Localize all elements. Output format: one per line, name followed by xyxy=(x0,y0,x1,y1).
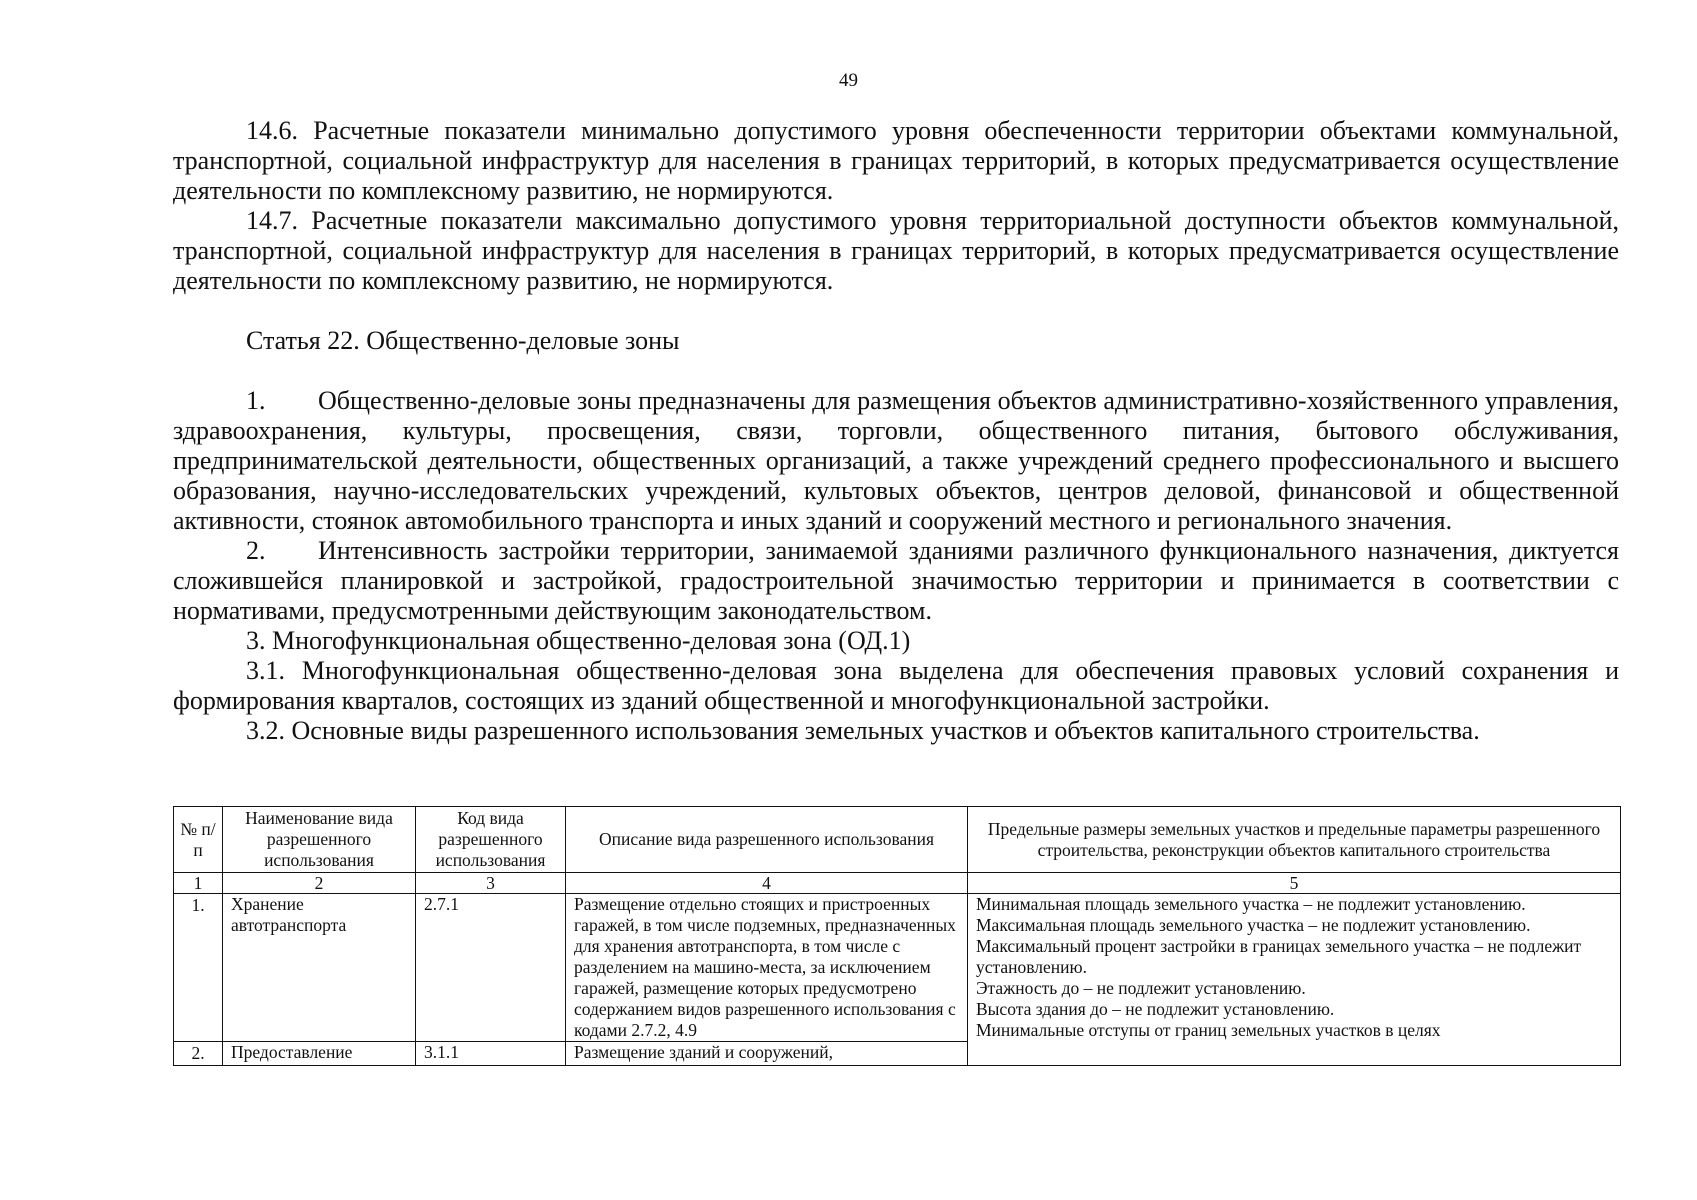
article-heading: Статья 22. Общественно-деловые зоны xyxy=(246,326,680,355)
column-number: 4 xyxy=(566,873,968,894)
paragraph-14-7: 14.7. Расчетные показатели максимально допустимого уровня территориальной доступности объектов коммунальной, транспортной, социальной инфраструктур для населения в границах территорий, в которых предусматривается осуществление деятельности по комплексному развитию, не нормируются. xyxy=(173,206,1619,295)
document-body xyxy=(173,116,1619,746)
column-number: 1 xyxy=(174,873,223,894)
paragraph-number: 2. xyxy=(246,536,266,565)
paragraph-2 xyxy=(173,536,1619,626)
header-parameters: Предельные размеры земельных участков и предельные параметры разрешенного строительства, реконструкции объектов капитального строительства xyxy=(968,807,1621,873)
row-number: 2. xyxy=(174,1042,223,1066)
paragraph-3: 3. Многофункциональная общественно-деловая зона (ОД.1) xyxy=(246,626,911,655)
use-code: 2.7.1 xyxy=(416,894,566,1042)
use-parameters xyxy=(968,894,1621,1066)
header-use-code: Код вида разрешенного использования xyxy=(416,807,566,873)
paragraph-3-2: 3.2. Основные виды разрешенного использования земельных участков и объектов капитального строительства. xyxy=(246,716,1480,745)
column-number: 3 xyxy=(416,873,566,894)
column-number: 5 xyxy=(968,873,1621,894)
paragraph-text: Общественно-деловые зоны предназначены для размещения объектов административно-хозяйственного управления, здравоохранения, культуры, просвещения, связи, торговли, общественного питания, бытового обслуживания, предпринимательской деятельности, общественных организаций, а также учреждений среднего профессионального и высшего образования, научно-исследовательских учреждений, культовых объектов, центров деловой, финансовой и общественной активности, стоянок автомобильного транспорта и иных зданий и сооружений местного и регионального значения. xyxy=(173,386,1619,535)
column-number-row xyxy=(174,873,1621,894)
paragraph-text: Интенсивность застройки территории, занимаемой зданиями различного функционального назначения, диктуется сложившейся планировкой и застройкой, градостроительной значимостью территории и принимается в соответствии с нормативами, предусмотренными действующим законодательством. xyxy=(173,536,1619,625)
use-name: Хранение автотранспорта xyxy=(223,894,416,1042)
page-number: 49 xyxy=(839,70,858,91)
header-use-name: Наименование вида разрешенного использования xyxy=(223,807,416,873)
use-description: Размещение зданий и сооружений, xyxy=(566,1042,968,1066)
row-number: 1. xyxy=(174,894,223,1042)
paragraph-1 xyxy=(173,386,1619,536)
parameter-line: Высота здания до – не подлежит установлению. xyxy=(976,999,1335,1019)
parameter-line: Максимальный процент застройки в границах земельного участка – не подлежит установлению. xyxy=(976,936,1582,977)
table-row xyxy=(174,894,1621,1042)
header-number: № п/п xyxy=(174,807,223,873)
use-description: Размещение отдельно стоящих и пристроенных гаражей, в том числе подземных, предназначенных для хранения автотранспорта, в том числе с разделением на машино-места, за исключением гаражей, размещение которых предусмотрено содержанием видов разрешенного использования с кодами 2.7.2, 4.9 xyxy=(566,894,968,1042)
table-header-row xyxy=(174,807,1621,873)
use-code: 3.1.1 xyxy=(416,1042,566,1066)
parameter-line: Максимальная площадь земельного участка – не подлежит установлению. xyxy=(976,915,1531,935)
header-use-description: Описание вида разрешенного использования xyxy=(566,807,968,873)
parameter-line: Минимальная площадь земельного участка – не подлежит установлению. xyxy=(976,894,1526,914)
parameter-line: Этажность до – не подлежит установлению. xyxy=(976,978,1306,998)
paragraph-3-1: 3.1. Многофункциональная общественно-деловая зона выделена для обеспечения правовых условий сохранения и формирования кварталов, состоящих из зданий общественной и многофункциональной застройки. xyxy=(173,656,1619,715)
paragraph-14-6: 14.6. Расчетные показатели минимально допустимого уровня обеспеченности территории объектами коммунальной, транспортной, социальной инфраструктур для населения в границах территорий, в которых предусматривается осуществление деятельности по комплексному развитию, не нормируются. xyxy=(173,116,1619,205)
paragraph-number: 1. xyxy=(246,386,266,415)
land-use-table xyxy=(173,806,1621,1066)
column-number: 2 xyxy=(223,873,416,894)
parameter-line: Минимальные отступы от границ земельных участков в целях xyxy=(976,1020,1441,1040)
use-name: Предоставление xyxy=(223,1042,416,1066)
